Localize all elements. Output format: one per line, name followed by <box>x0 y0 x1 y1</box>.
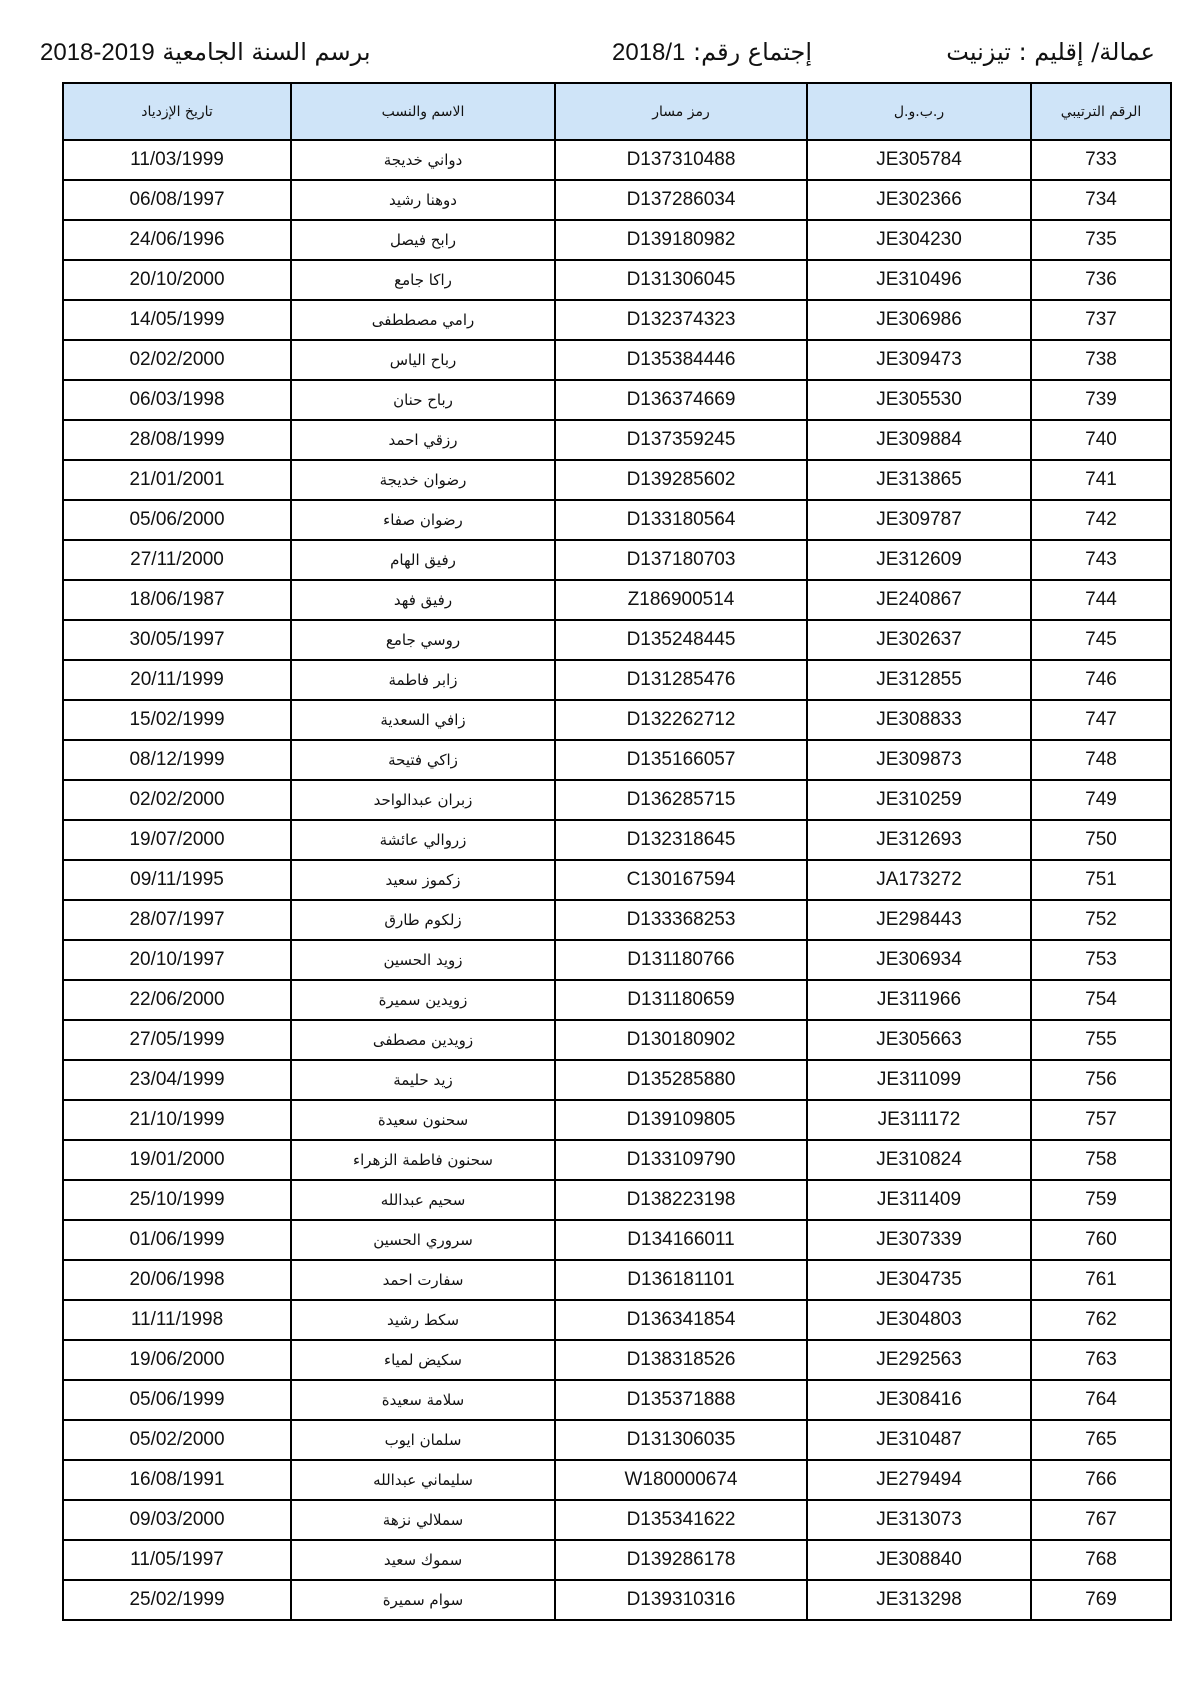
cell-massar-code: D133109790 <box>555 1140 807 1180</box>
column-header-serial: الرقم الترتيبي <box>1031 83 1171 140</box>
cell-full-name: زاكي فتيحة <box>291 740 555 780</box>
table-row <box>63 1140 1171 1180</box>
cell-national-id: JE311172 <box>807 1100 1031 1140</box>
cell-serial: 740 <box>1031 420 1171 460</box>
cell-massar-code: D135285880 <box>555 1060 807 1100</box>
cell-full-name: روسي جامع <box>291 620 555 660</box>
cell-serial: 767 <box>1031 1500 1171 1540</box>
academic-year-label: برسم السنة الجامعية <box>162 38 371 66</box>
cell-massar-code: D139285602 <box>555 460 807 500</box>
cell-serial: 758 <box>1031 1140 1171 1180</box>
cell-national-id: JE312855 <box>807 660 1031 700</box>
cell-national-id: JE279494 <box>807 1460 1031 1500</box>
cell-national-id: JE310259 <box>807 780 1031 820</box>
table-row <box>63 500 1171 540</box>
document-header <box>40 36 1155 76</box>
table-row <box>63 540 1171 580</box>
cell-national-id: JE309873 <box>807 740 1031 780</box>
cell-massar-code: D136374669 <box>555 380 807 420</box>
cell-birth-date: 20/06/1998 <box>63 1260 291 1300</box>
cell-serial: 733 <box>1031 140 1171 180</box>
cell-national-id: JE307339 <box>807 1220 1031 1260</box>
academic-year <box>40 36 371 69</box>
cell-full-name: زويد الحسين <box>291 940 555 980</box>
cell-birth-date: 24/06/1996 <box>63 220 291 260</box>
table-row <box>63 340 1171 380</box>
cell-national-id: JE308840 <box>807 1540 1031 1580</box>
cell-birth-date: 25/10/1999 <box>63 1180 291 1220</box>
cell-massar-code: D135341622 <box>555 1500 807 1540</box>
cell-serial: 757 <box>1031 1100 1171 1140</box>
academic-year-value: 2018-2019 <box>40 39 155 66</box>
cell-massar-code: D132318645 <box>555 820 807 860</box>
cell-birth-date: 11/11/1998 <box>63 1300 291 1340</box>
cell-full-name: دوهنا رشيد <box>291 180 555 220</box>
cell-birth-date: 15/02/1999 <box>63 700 291 740</box>
table-row <box>63 1300 1171 1340</box>
cell-birth-date: 19/06/2000 <box>63 1340 291 1380</box>
cell-birth-date: 20/10/1997 <box>63 940 291 980</box>
cell-full-name: رفيق الهام <box>291 540 555 580</box>
province-title: عمالة/ إقليم : تيزنيت <box>946 38 1155 66</box>
cell-birth-date: 16/08/1991 <box>63 1460 291 1500</box>
column-header-full-name: الاسم والنسب <box>291 83 555 140</box>
table-row <box>63 740 1171 780</box>
cell-massar-code: D138318526 <box>555 1340 807 1380</box>
cell-full-name: زيد حليمة <box>291 1060 555 1100</box>
column-header-birth-date: تاريخ الإزدياد <box>63 83 291 140</box>
cell-massar-code: D137180703 <box>555 540 807 580</box>
cell-full-name: سوام سميرة <box>291 1580 555 1620</box>
table-row <box>63 900 1171 940</box>
cell-massar-code: D135248445 <box>555 620 807 660</box>
cell-serial: 750 <box>1031 820 1171 860</box>
cell-national-id: JE305784 <box>807 140 1031 180</box>
cell-massar-code: D131306045 <box>555 260 807 300</box>
table-row <box>63 1020 1171 1060</box>
cell-national-id: JE306934 <box>807 940 1031 980</box>
cell-birth-date: 19/07/2000 <box>63 820 291 860</box>
cell-full-name: سحنون سعيدة <box>291 1100 555 1140</box>
cell-serial: 766 <box>1031 1460 1171 1500</box>
cell-serial: 744 <box>1031 580 1171 620</box>
cell-birth-date: 25/02/1999 <box>63 1580 291 1620</box>
table-row <box>63 260 1171 300</box>
cell-serial: 756 <box>1031 1060 1171 1100</box>
cell-massar-code: D135384446 <box>555 340 807 380</box>
cell-national-id: JE310824 <box>807 1140 1031 1180</box>
cell-birth-date: 22/06/2000 <box>63 980 291 1020</box>
cell-massar-code: D136341854 <box>555 1300 807 1340</box>
cell-national-id: JE308833 <box>807 700 1031 740</box>
cell-massar-code: D139310316 <box>555 1580 807 1620</box>
table-row <box>63 1540 1171 1580</box>
cell-full-name: سموك سعيد <box>291 1540 555 1580</box>
table-row <box>63 300 1171 340</box>
cell-massar-code: D136285715 <box>555 780 807 820</box>
cell-national-id: JE313298 <box>807 1580 1031 1620</box>
cell-massar-code: D131180659 <box>555 980 807 1020</box>
cell-serial: 768 <box>1031 1540 1171 1580</box>
cell-serial: 759 <box>1031 1180 1171 1220</box>
cell-full-name: دواني خديجة <box>291 140 555 180</box>
cell-birth-date: 06/03/1998 <box>63 380 291 420</box>
cell-birth-date: 28/08/1999 <box>63 420 291 460</box>
cell-national-id: JE309787 <box>807 500 1031 540</box>
cell-massar-code: D130180902 <box>555 1020 807 1060</box>
table-row <box>63 780 1171 820</box>
cell-serial: 738 <box>1031 340 1171 380</box>
cell-full-name: زكموز سعيد <box>291 860 555 900</box>
column-header-massar-code: رمز مسار <box>555 83 807 140</box>
cell-national-id: JE311966 <box>807 980 1031 1020</box>
cell-serial: 763 <box>1031 1340 1171 1380</box>
cell-birth-date: 06/08/1997 <box>63 180 291 220</box>
cell-serial: 752 <box>1031 900 1171 940</box>
cell-birth-date: 18/06/1987 <box>63 580 291 620</box>
cell-full-name: رامي مصططفى <box>291 300 555 340</box>
cell-serial: 765 <box>1031 1420 1171 1460</box>
table-row <box>63 180 1171 220</box>
cell-national-id: JE304803 <box>807 1300 1031 1340</box>
cell-birth-date: 02/02/2000 <box>63 340 291 380</box>
cell-birth-date: 21/10/1999 <box>63 1100 291 1140</box>
cell-full-name: زابر فاطمة <box>291 660 555 700</box>
cell-full-name: رضوان خديجة <box>291 460 555 500</box>
table-row <box>63 460 1171 500</box>
cell-national-id: JE304735 <box>807 1260 1031 1300</box>
column-header-national-id: ر.ب.و.ل <box>807 83 1031 140</box>
cell-national-id: JE311099 <box>807 1060 1031 1100</box>
cell-serial: 739 <box>1031 380 1171 420</box>
cell-birth-date: 23/04/1999 <box>63 1060 291 1100</box>
table-header-row <box>63 83 1171 140</box>
cell-serial: 751 <box>1031 860 1171 900</box>
cell-birth-date: 02/02/2000 <box>63 780 291 820</box>
cell-serial: 749 <box>1031 780 1171 820</box>
cell-full-name: زبران عبدالواحد <box>291 780 555 820</box>
cell-massar-code: D133180564 <box>555 500 807 540</box>
cell-massar-code: D137359245 <box>555 420 807 460</box>
table-row <box>63 660 1171 700</box>
cell-full-name: سحنون فاطمة الزهراء <box>291 1140 555 1180</box>
table-row <box>63 860 1171 900</box>
cell-massar-code: D139286178 <box>555 1540 807 1580</box>
cell-massar-code: D133368253 <box>555 900 807 940</box>
cell-massar-code: D136181101 <box>555 1260 807 1300</box>
cell-birth-date: 09/11/1995 <box>63 860 291 900</box>
cell-full-name: زويدين مصطفى <box>291 1020 555 1060</box>
cell-national-id: JE302366 <box>807 180 1031 220</box>
cell-serial: 737 <box>1031 300 1171 340</box>
cell-birth-date: 01/06/1999 <box>63 1220 291 1260</box>
cell-serial: 760 <box>1031 1220 1171 1260</box>
cell-serial: 764 <box>1031 1380 1171 1420</box>
cell-serial: 754 <box>1031 980 1171 1020</box>
cell-birth-date: 30/05/1997 <box>63 620 291 660</box>
cell-massar-code: D138223198 <box>555 1180 807 1220</box>
table-row <box>63 1060 1171 1100</box>
cell-national-id: JE311409 <box>807 1180 1031 1220</box>
cell-national-id: JE308416 <box>807 1380 1031 1420</box>
cell-national-id: JE312693 <box>807 820 1031 860</box>
cell-birth-date: 09/03/2000 <box>63 1500 291 1540</box>
cell-serial: 753 <box>1031 940 1171 980</box>
cell-massar-code: D134166011 <box>555 1220 807 1260</box>
cell-serial: 742 <box>1031 500 1171 540</box>
cell-serial: 755 <box>1031 1020 1171 1060</box>
cell-serial: 769 <box>1031 1580 1171 1620</box>
cell-birth-date: 20/10/2000 <box>63 260 291 300</box>
cell-national-id: JE306986 <box>807 300 1031 340</box>
cell-national-id: JE313865 <box>807 460 1031 500</box>
cell-national-id: JE240867 <box>807 580 1031 620</box>
cell-serial: 762 <box>1031 1300 1171 1340</box>
cell-birth-date: 20/11/1999 <box>63 660 291 700</box>
cell-national-id: JE312609 <box>807 540 1031 580</box>
table-row <box>63 1100 1171 1140</box>
cell-full-name: راكا جامع <box>291 260 555 300</box>
cell-full-name: سلمان ايوب <box>291 1420 555 1460</box>
cell-full-name: سكيض لمياء <box>291 1340 555 1380</box>
cell-massar-code: D131180766 <box>555 940 807 980</box>
table-row <box>63 940 1171 980</box>
cell-national-id: JE310496 <box>807 260 1031 300</box>
cell-full-name: سفارت احمد <box>291 1260 555 1300</box>
cell-full-name: رباح حنان <box>291 380 555 420</box>
cell-serial: 734 <box>1031 180 1171 220</box>
cell-massar-code: D131306035 <box>555 1420 807 1460</box>
table-row <box>63 1500 1171 1540</box>
cell-full-name: زافي السعدية <box>291 700 555 740</box>
cell-national-id: JE304230 <box>807 220 1031 260</box>
table-row <box>63 380 1171 420</box>
table-row <box>63 1580 1171 1620</box>
cell-full-name: رابح فيصل <box>291 220 555 260</box>
table-row <box>63 980 1171 1020</box>
cell-national-id: JE305663 <box>807 1020 1031 1060</box>
cell-national-id: JE309884 <box>807 420 1031 460</box>
cell-serial: 746 <box>1031 660 1171 700</box>
cell-full-name: سملالي نزهة <box>291 1500 555 1540</box>
cell-massar-code: Z186900514 <box>555 580 807 620</box>
cell-birth-date: 14/05/1999 <box>63 300 291 340</box>
cell-birth-date: 21/01/2001 <box>63 460 291 500</box>
table-row <box>63 1420 1171 1460</box>
cell-massar-code: D137286034 <box>555 180 807 220</box>
cell-serial: 747 <box>1031 700 1171 740</box>
cell-massar-code: D137310488 <box>555 140 807 180</box>
table-row <box>63 1180 1171 1220</box>
cell-full-name: سروري الحسين <box>291 1220 555 1260</box>
cell-full-name: سليماني عبدالله <box>291 1460 555 1500</box>
cell-birth-date: 19/01/2000 <box>63 1140 291 1180</box>
cell-full-name: سلامة سعيدة <box>291 1380 555 1420</box>
table-row <box>63 140 1171 180</box>
table-row <box>63 420 1171 460</box>
table-row <box>63 700 1171 740</box>
table-row <box>63 220 1171 260</box>
cell-full-name: زويدين سميرة <box>291 980 555 1020</box>
cell-birth-date: 05/06/1999 <box>63 1380 291 1420</box>
cell-birth-date: 27/05/1999 <box>63 1020 291 1060</box>
table-row <box>63 1380 1171 1420</box>
cell-massar-code: D139109805 <box>555 1100 807 1140</box>
table-row <box>63 1260 1171 1300</box>
cell-full-name: رزقي احمد <box>291 420 555 460</box>
cell-serial: 736 <box>1031 260 1171 300</box>
cell-massar-code: C130167594 <box>555 860 807 900</box>
cell-massar-code: D132374323 <box>555 300 807 340</box>
cell-national-id: JA173272 <box>807 860 1031 900</box>
meeting-number-value: 2018/1 <box>612 39 686 66</box>
cell-national-id: JE302637 <box>807 620 1031 660</box>
table-row <box>63 1220 1171 1260</box>
table-row <box>63 1340 1171 1380</box>
cell-serial: 741 <box>1031 460 1171 500</box>
meeting-number <box>612 36 812 69</box>
cell-national-id: JE305530 <box>807 380 1031 420</box>
cell-full-name: زلكوم طارق <box>291 900 555 940</box>
cell-national-id: JE313073 <box>807 1500 1031 1540</box>
cell-massar-code: D135371888 <box>555 1380 807 1420</box>
cell-serial: 748 <box>1031 740 1171 780</box>
cell-massar-code: D132262712 <box>555 700 807 740</box>
cell-birth-date: 05/06/2000 <box>63 500 291 540</box>
cell-national-id: JE298443 <box>807 900 1031 940</box>
cell-serial: 735 <box>1031 220 1171 260</box>
cell-birth-date: 27/11/2000 <box>63 540 291 580</box>
cell-full-name: سحيم عبدالله <box>291 1180 555 1220</box>
table-row <box>63 820 1171 860</box>
students-table <box>62 82 1172 1621</box>
cell-massar-code: D131285476 <box>555 660 807 700</box>
cell-birth-date: 11/03/1999 <box>63 140 291 180</box>
cell-serial: 761 <box>1031 1260 1171 1300</box>
cell-serial: 745 <box>1031 620 1171 660</box>
cell-national-id: JE292563 <box>807 1340 1031 1380</box>
cell-massar-code: W180000674 <box>555 1460 807 1500</box>
cell-full-name: رفيق فهد <box>291 580 555 620</box>
cell-birth-date: 08/12/1999 <box>63 740 291 780</box>
table-row <box>63 580 1171 620</box>
cell-serial: 743 <box>1031 540 1171 580</box>
cell-national-id: JE310487 <box>807 1420 1031 1460</box>
cell-national-id: JE309473 <box>807 340 1031 380</box>
cell-full-name: زروالي عائشة <box>291 820 555 860</box>
cell-massar-code: D135166057 <box>555 740 807 780</box>
cell-birth-date: 05/02/2000 <box>63 1420 291 1460</box>
table-row <box>63 620 1171 660</box>
cell-full-name: سكط رشيد <box>291 1300 555 1340</box>
cell-full-name: رضوان صفاء <box>291 500 555 540</box>
cell-full-name: رباح الياس <box>291 340 555 380</box>
cell-massar-code: D139180982 <box>555 220 807 260</box>
cell-birth-date: 11/05/1997 <box>63 1540 291 1580</box>
table-body <box>63 140 1171 1620</box>
table-row <box>63 1460 1171 1500</box>
meeting-label: إجتماع رقم: <box>693 38 813 66</box>
cell-birth-date: 28/07/1997 <box>63 900 291 940</box>
